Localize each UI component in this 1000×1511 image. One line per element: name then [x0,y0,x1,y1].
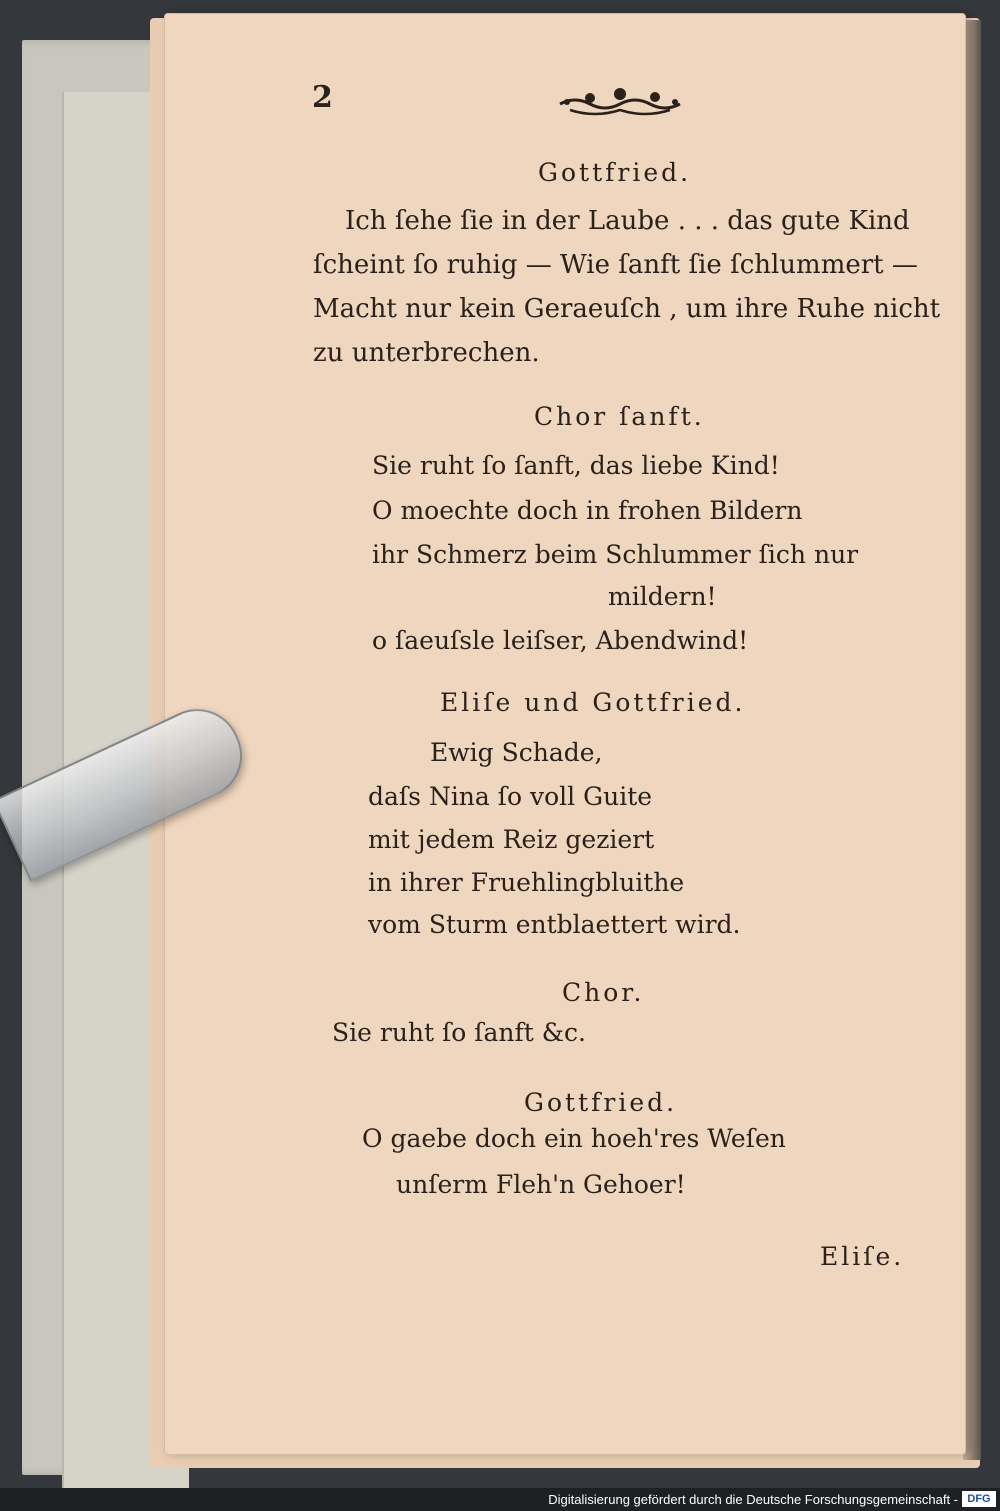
verse-line: O gaebe doch ein hoeh'res Weſen [362,1124,786,1153]
funding-credit: Digitalisierung gefördert durch die Deutsche Forschungsgemeinschaft - [548,1492,958,1507]
dfg-logo: DFG [962,1491,996,1507]
verse-line: Sie ruht ſo ſanft, das liebe Kind! [372,451,780,480]
footer-bar [0,1488,1000,1511]
speaker-heading: Chor ſanft. [534,402,705,431]
text-line: Macht nur kein Geraeuſch , um ihre Ruhe nicht [313,294,941,324]
speaker-heading: Eliſe und Gottfried. [440,688,746,717]
text-line: Ich ſehe ſie in der Laube . . . das gute Kind [345,206,910,236]
speaker-heading: Gottfried. [524,1088,678,1117]
book-right-edge [963,20,981,1460]
verse-line: Sie ruht ſo ſanft &c. [332,1018,586,1047]
speaker-heading: Gottfried. [538,158,692,187]
verse-line: in ihrer Fruehlingbluithe [368,868,685,897]
verse-line: O moechte doch in frohen Bildern [372,496,803,525]
verse-line: o ſaeuſsle leiſser, Abendwind! [372,626,749,655]
verse-line: unſerm Fleh'n Gehoer! [396,1170,686,1199]
text-line: zu unterbrechen. [313,338,540,368]
verse-line: mildern! [608,582,717,611]
verse-line: Ewig Schade, [430,738,603,767]
catchword: Eliſe. [820,1242,905,1271]
page-number: 2 [312,80,333,115]
verse-line: daſs Nina ſo voll Guite [368,782,653,811]
verse-line: mit jedem Reiz geziert [368,825,655,854]
text-line: ſcheint ſo ruhig — Wie ſanft ſie ſchlummert — [313,250,918,280]
speaker-heading: Chor. [562,978,645,1007]
printer-ornament-icon [555,84,685,120]
verse-line: vom Sturm entblaettert wird. [368,910,741,939]
verse-line: ihr Schmerz beim Schlummer ſich nur [372,540,859,569]
